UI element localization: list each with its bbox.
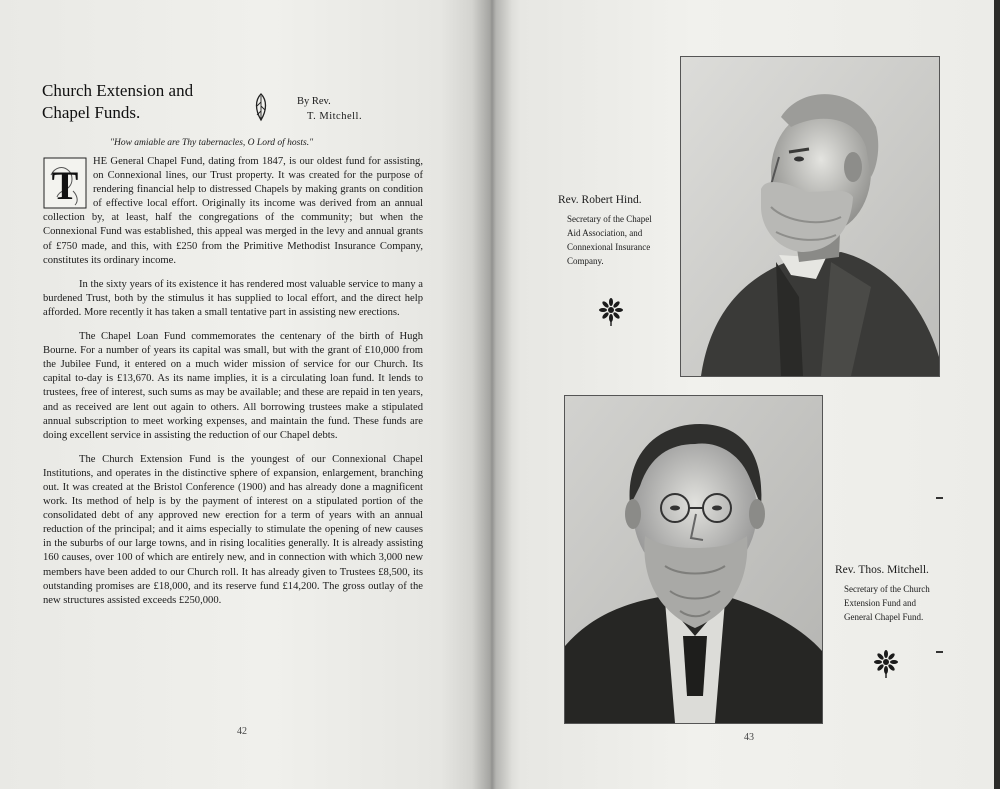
portrait-photo-thos-mitchell — [564, 395, 823, 724]
page-edge — [994, 0, 1000, 789]
article-title — [42, 80, 232, 124]
byline-by: By Rev. — [297, 96, 331, 107]
margin-mark — [936, 497, 943, 499]
paragraph-1-text: HE General Chapel Fund, dating from 1847, is our oldest fund for assisting, on Connexional lines, our Trust property. It was created for the purpose of rendering financial help to distressed Chapels by making grants on condition of effective local effort. Originally its income was derived from an annual collection by, at least, half the congregations of the community; but when the Connexional Fund was established, this appeal was merged in the levy and annual grants of £750 made, and this, with £250 from the Primitive Methodist Insurance Company, constitutes its ordinary income. — [43, 156, 423, 266]
caption-line: General Chapel Fund. — [844, 612, 924, 622]
page-number-right: 43 — [744, 732, 754, 743]
portrait-thos-mitchell-image — [565, 396, 822, 723]
epigraph: "How amiable are Thy tabernacles, O Lord of hosts." — [110, 138, 314, 148]
flower-ornament-icon — [597, 298, 625, 326]
caption-description — [558, 212, 697, 268]
title-line-2: Chapel Funds. — [42, 103, 141, 122]
caption-robert-hind — [558, 193, 697, 268]
portrait-robert-hind-image — [681, 57, 939, 376]
caption-thos-mitchell — [835, 563, 974, 624]
caption-name: Rev. Robert Hind. — [558, 194, 642, 206]
title-line-1: Church Extension and — [42, 81, 194, 100]
left-page — [0, 0, 490, 789]
paragraph-2: In the sixty years of its existence it has rendered most valuable service to many a burdened Trust, both by the stimulus it has supplied to local effort, and the direct help afforded. More recently it has taken a small tentative part in assisting new erections. — [43, 278, 423, 318]
caption-line: Secretary of the Church — [844, 584, 930, 594]
article-body — [43, 155, 423, 618]
byline-author: T. Mitchell. — [307, 111, 363, 122]
caption-line: Connexional Insurance — [567, 242, 651, 252]
caption-line: Company. — [567, 256, 604, 266]
paragraph-3: The Chapel Loan Fund commemorates the centenary of the birth of Hugh Bourne. For a number of years its capital was small, but with the grant of £10,000 from the Jubilee Fund, it entered on a much wider mission of service for our Church. Its capital to-day is £13,670. As its name implies, it is a circulating loan fund. It lends to trustees, free of interest, such sums as may be available; and these are repaid in ten years, and as received are lent out again to others. All borrowing trustees make a stipulated annual subscription to meet working expenses, and maintain the fund. These funds are doing excellent service in assisting the reduction of our Chapel debts. — [43, 331, 423, 441]
caption-description — [835, 582, 974, 624]
flower-ornament-icon — [872, 650, 900, 678]
caption-line: Secretary of the Chapel — [567, 214, 652, 224]
leaf-ornament-icon — [252, 92, 270, 122]
caption-name: Rev. Thos. Mitchell. — [835, 564, 929, 576]
paragraph-4: The Church Extension Fund is the youngest of our Connexional Chapel Institutions, and operates in the distinctive sphere of expansion, enlargement, branching out. It was created at the Bristol Conference (1900) and has already done a magnificent work. Its method of help is by the payment of interest on a stipulated portion of the consolidated debt of any approved new erection for a term of years with an annual reduction of the principal; and it aims especially to stimulate the opening of new causes in the suburbs of our large towns, and in rising localities generally. It is already assisting 160 causes, over 100 of which are entirely new, and in connection with which 3,000 new members have been added to our Church roll. It has already given to Trustees £8,500, its outstanding promises are £18,000, and its reserve fund £14,200. The gross outlay of the new structures assisted exceeds £250,000. — [43, 453, 423, 606]
drop-cap-letter: T — [51, 163, 79, 208]
margin-mark — [936, 651, 943, 653]
paragraph-1 — [43, 155, 423, 268]
portrait-photo-robert-hind — [680, 56, 940, 377]
page-number-left: 42 — [237, 726, 247, 737]
caption-line: Aid Association, and — [567, 228, 643, 238]
byline — [297, 94, 362, 124]
right-page — [490, 0, 1000, 789]
drop-cap-ornament — [43, 157, 87, 209]
caption-line: Extension Fund and — [844, 598, 916, 608]
